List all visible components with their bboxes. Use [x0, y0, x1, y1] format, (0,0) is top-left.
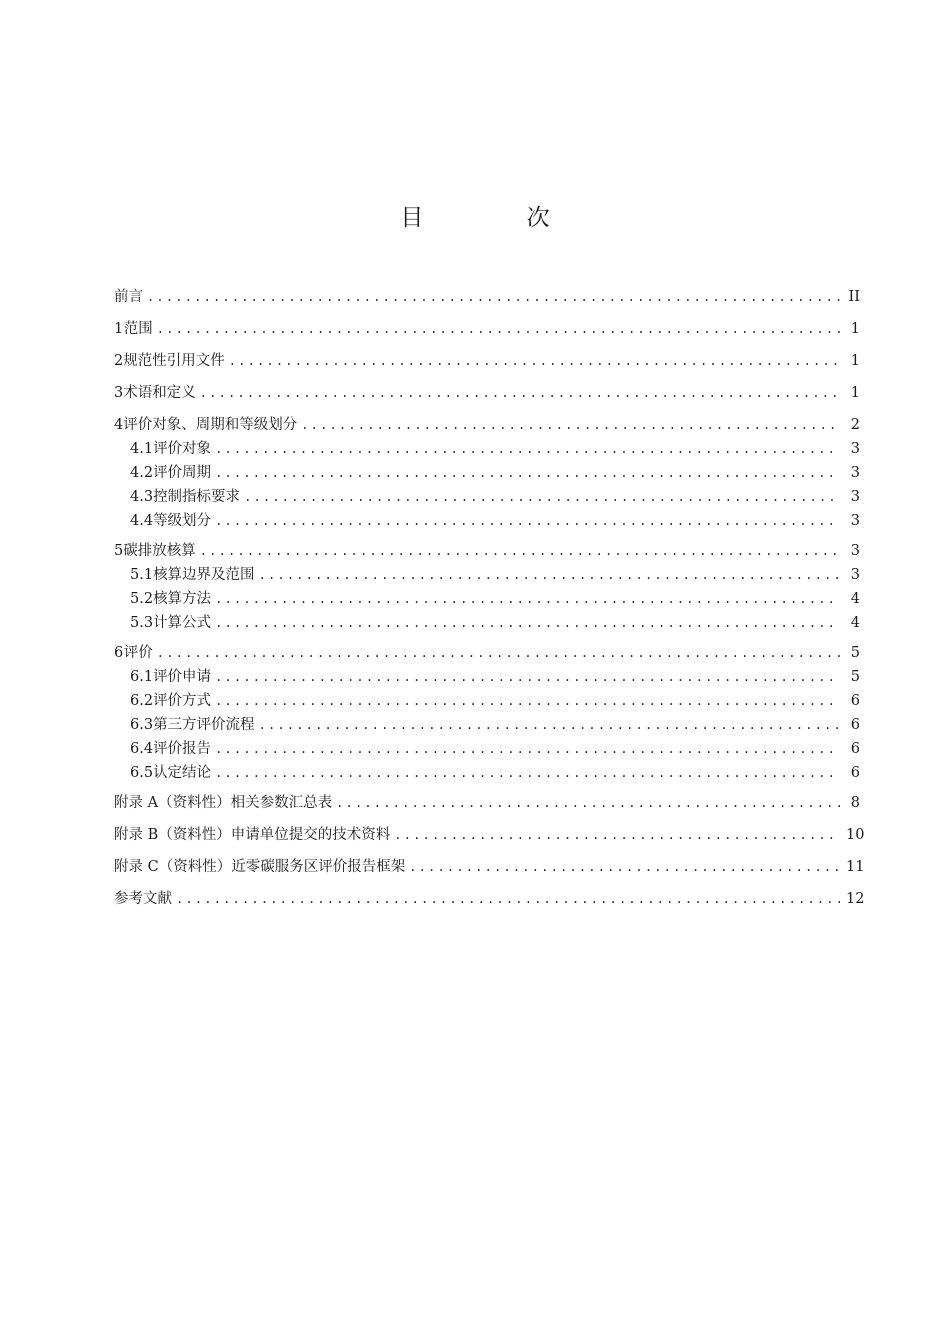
dot-leader [200, 383, 840, 403]
dot-leader [259, 715, 840, 735]
toc-entry-page: 1 [850, 321, 860, 337]
toc-entry-number: 4.1 [130, 441, 154, 457]
toc-entry-references[interactable] [114, 889, 865, 909]
toc-entry-label: 认定结论 [153, 765, 212, 781]
toc-entry-section-6-2[interactable] [114, 691, 860, 711]
dot-leader [215, 667, 840, 687]
toc-entry-number: 6.5 [130, 765, 154, 781]
dot-leader [394, 825, 840, 845]
toc-entry-number: 6 [114, 645, 124, 661]
toc-entry-page: 12 [846, 891, 865, 907]
toc-entry-label: 计算公式 [153, 615, 212, 631]
dot-leader [215, 589, 840, 609]
dot-leader [336, 793, 840, 813]
toc-entry-page: 2 [850, 417, 860, 433]
toc-entry-appendix-a[interactable] [114, 793, 860, 813]
toc-entry-appendix-b[interactable] [114, 825, 865, 845]
toc-entry-page: 8 [850, 795, 860, 811]
toc-entry-number: 附录 A（资料性） [114, 795, 231, 811]
toc-entry-label: 评价 [123, 645, 153, 661]
toc-entry-label: 核算边界及范围 [153, 567, 255, 583]
dot-leader [301, 415, 840, 435]
toc-entry-section-4-2[interactable] [114, 463, 860, 483]
dot-leader [215, 691, 840, 711]
toc-entry-section-6-5[interactable] [114, 763, 860, 783]
toc-entry-label: 评价报告 [153, 741, 212, 757]
toc-entry-number: 2 [114, 353, 124, 369]
dot-leader [215, 739, 840, 759]
toc-entry-number: 4.4 [130, 513, 154, 529]
dot-leader [259, 565, 840, 585]
toc-entry-label: 近零碳服务区评价报告框架 [231, 859, 406, 875]
toc-entry-label: 评价对象、周期和等级划分 [123, 417, 298, 433]
dot-leader [215, 613, 840, 633]
dot-leader [157, 319, 840, 339]
toc-entry-page: II [848, 289, 860, 305]
toc-entry-label: 碳排放核算 [123, 543, 196, 559]
dot-leader [215, 511, 840, 531]
toc-entry-number: 6.3 [130, 717, 154, 733]
toc-entry-number: 5 [114, 543, 124, 559]
toc-entry-page: 3 [850, 513, 860, 529]
toc-entry-number: 1 [114, 321, 124, 337]
toc-entry-number: 6.1 [130, 669, 154, 685]
dot-leader [200, 541, 840, 561]
toc-entry-page: 3 [850, 465, 860, 481]
toc-entry-appendix-c[interactable] [114, 857, 865, 877]
toc-entry-label: 等级划分 [153, 513, 212, 529]
toc-entry-page: 3 [850, 543, 860, 559]
dot-leader [215, 439, 840, 459]
toc-entry-page: 6 [850, 741, 860, 757]
toc-entry-section-5-1[interactable] [114, 565, 860, 585]
toc-entry-page: 10 [846, 827, 865, 843]
toc-entry-section-6-1[interactable] [114, 667, 860, 687]
toc-entry-page: 4 [850, 591, 860, 607]
toc-entry-page: 6 [850, 765, 860, 781]
toc-entry-number: 4 [114, 417, 124, 433]
toc-entry-foreword[interactable] [114, 287, 860, 307]
toc-entry-label: 范围 [123, 321, 153, 337]
toc-entry-page: 3 [850, 489, 860, 505]
dot-leader [215, 463, 840, 483]
toc-entry-number: 5.1 [130, 567, 154, 583]
toc-entry-page: 1 [850, 385, 860, 401]
dot-leader [176, 889, 840, 909]
toc-entry-section-5-2[interactable] [114, 589, 860, 609]
toc-entry-label: 规范性引用文件 [123, 353, 225, 369]
toc-entry-section-6-4[interactable] [114, 739, 860, 759]
toc-entry-number: 4.3 [130, 489, 154, 505]
table-of-contents [114, 287, 865, 909]
dot-leader [157, 643, 840, 663]
toc-entry-label: 申请单位提交的技术资料 [230, 827, 391, 843]
toc-entry-page: 1 [850, 353, 860, 369]
toc-entry-label: 控制指标要求 [153, 489, 241, 505]
toc-entry-number: 5.3 [130, 615, 154, 631]
toc-entry-number: 附录 B（资料性） [114, 827, 231, 843]
toc-entry-section-6-3[interactable] [114, 715, 860, 735]
toc-entry-number: 3 [114, 385, 124, 401]
toc-entry-section-5[interactable] [114, 541, 860, 561]
toc-entry-section-4-4[interactable] [114, 511, 860, 531]
toc-entry-number: 4.2 [130, 465, 154, 481]
dot-leader [229, 351, 840, 371]
toc-entry-page: 6 [850, 717, 860, 733]
toc-entry-number: 6.2 [130, 693, 154, 709]
toc-entry-label: 前言 [114, 289, 143, 305]
page-title: 目 次 [400, 205, 598, 231]
toc-entry-label: 术语和定义 [123, 385, 196, 401]
toc-entry-page: 5 [850, 645, 860, 661]
dot-leader [215, 763, 840, 783]
toc-entry-section-2[interactable] [114, 351, 860, 371]
dot-leader [409, 857, 840, 877]
toc-entry-page: 11 [846, 859, 865, 875]
toc-entry-section-3[interactable] [114, 383, 860, 403]
toc-entry-section-1[interactable] [114, 319, 860, 339]
toc-entry-section-4[interactable] [114, 415, 860, 435]
toc-entry-label: 第三方评价流程 [153, 717, 255, 733]
toc-entry-number: 附录 C（资料性） [114, 859, 232, 875]
toc-entry-section-4-1[interactable] [114, 439, 860, 459]
toc-entry-label: 评价方式 [153, 693, 212, 709]
toc-entry-label: 评价申请 [153, 669, 212, 685]
dot-leader [244, 487, 840, 507]
toc-entry-section-6[interactable] [114, 643, 860, 663]
toc-entry-section-5-3[interactable] [114, 613, 860, 633]
toc-entry-label: 相关参数汇总表 [230, 795, 333, 811]
toc-entry-label: 评价对象 [153, 441, 212, 457]
toc-entry-page: 6 [850, 693, 860, 709]
toc-entry-section-4-3[interactable] [114, 487, 860, 507]
toc-entry-page: 4 [850, 615, 860, 631]
toc-entry-page: 5 [850, 669, 860, 685]
dot-leader [147, 287, 840, 307]
toc-entry-label: 核算方法 [153, 591, 212, 607]
toc-entry-page: 3 [850, 441, 860, 457]
toc-entry-number: 5.2 [130, 591, 154, 607]
toc-entry-label: 评价周期 [153, 465, 212, 481]
toc-entry-number: 6.4 [130, 741, 154, 757]
toc-entry-label: 参考文献 [114, 891, 172, 907]
toc-entry-page: 3 [850, 567, 860, 583]
